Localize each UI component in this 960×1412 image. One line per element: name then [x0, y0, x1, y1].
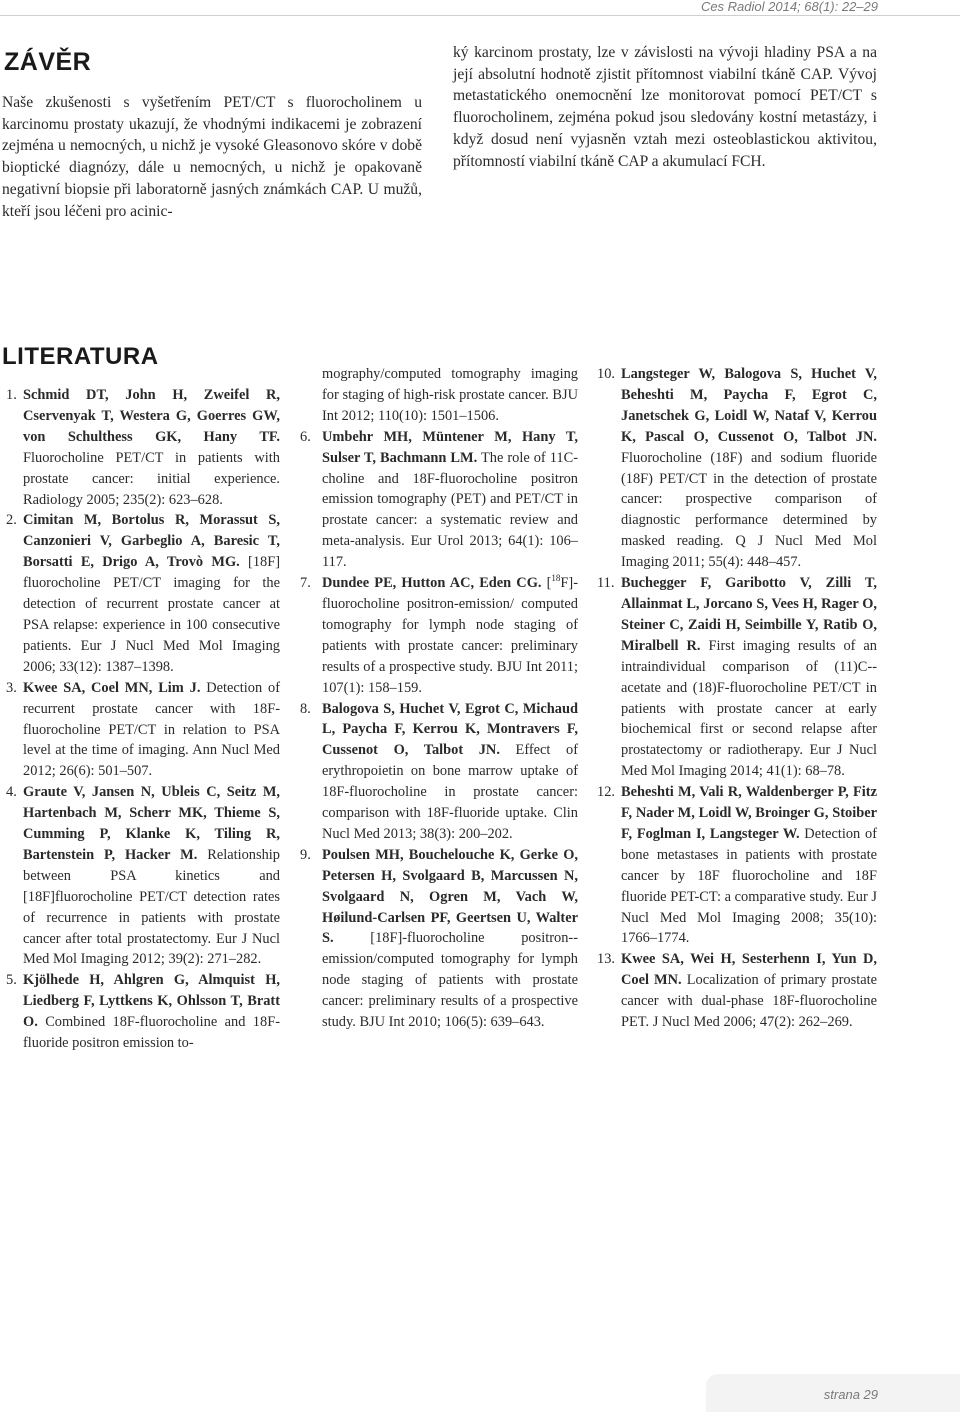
reference-item [0, 782, 280, 970]
reference-number: 8. [300, 700, 311, 717]
reference-authors: Kwee SA, Coel MN, Lim J. [23, 679, 201, 696]
conclusion-paragraph-col2: ký karcinom prostaty, lze v závislosti na vývoji hladiny PSA a na její absolutní hodnotě zjistit přítomnost viabilní tkáně CAP. Vývoj metastatického onemocnění lze monitorovat pomocí PET/CT s fluorocholinem, zejména pokud jsou sledovány kostní metastázy, i když dosud není vyjasněn vztah mezi osteoblastickou aktivitou, přítomností viabilní tkáně CAP a akumulací FCH. [453, 44, 877, 170]
reference-continuation [300, 364, 578, 427]
reference-number: 5. [6, 972, 17, 989]
reference-number: 11. [597, 575, 615, 592]
reference-number: 7. [300, 575, 311, 592]
references-column-2 [300, 364, 578, 1033]
reference-authors: Cimitan M, Bortolus R, Morassut S, Canzonieri V, Garbeglio A, Baresic T, Borsatti E, Drigo A, Trovò MG. [23, 512, 280, 571]
reference-number: 6. [300, 428, 311, 445]
reference-number: 4. [6, 784, 17, 801]
reference-item [300, 699, 578, 845]
reference-item [597, 782, 877, 949]
reference-text: mography/computed tomography imaging for staging of high-risk prostate cancer. BJU Int 2012; 110(10): 1501–1506. [322, 366, 578, 424]
reference-text-prefix: [ [541, 575, 552, 592]
reference-item [0, 678, 280, 783]
reference-text: Detection of recurrent prostate cancer with 18F-fluorocholine PET/CT in relation to PSA level at the time of imaging. Ann Nucl Med 2012; 26(6): 501–507. [23, 679, 281, 780]
reference-number: 3. [6, 679, 17, 696]
reference-item [300, 845, 578, 1033]
header-rule [0, 15, 960, 16]
isotope-superscript: 18 [551, 573, 561, 584]
conclusion-paragraph-col1: Naše zkušenosti s vyšetřením PET/CT s fluorocholinem u karcinomu prostaty ukazují, že vhodnými indikacemi je zobrazení zejména u nemocných, u nichž je vysoké Gleasonovo skóre v době bioptické diagnózy, dále u nemocných, u nichž je opakovaně negativní biopsie při laboratorně jasných známkách CAP. U mužů, kteří jsou léčeni pro acinic- [2, 94, 422, 220]
reference-item [0, 385, 280, 510]
reference-number: 12. [597, 784, 615, 801]
reference-authors: Dundee PE, Hutton AC, Eden CG. [322, 575, 542, 592]
reference-text: Fluorocholine (18F) and sodium fluoride (18F) PET/CT in the detection of prostate cancer: prospective comparison of diagnostic performance determined by masked reading. Q J Nucl Med Mol Imaging 2011; 55(4): 448–457. [621, 449, 877, 571]
reference-text: [18F]-fluorocholine positron--emission/computed tomography for lymph node staging of patients with prostate cancer: preliminary results of a prospective study. BJU Int 2010; 106(5): 639–643. [322, 930, 578, 1031]
reference-authors: Kjölhede H, Ahlgren G, Almquist H, Liedberg F, Lyttkens K, Ohlsson T, Bratt O. [23, 972, 280, 1031]
reference-authors: Poulsen MH, Bouchelouche K, Gerke O, Petersen H, Svolgaard B, Marcussen N, Svolgaard N, Ogren M, Vach W, Høilund-Carlsen PF, Geertsen U, Walter S. [322, 846, 578, 947]
reference-text: [18F] fluorocholine PET/CT imaging for the detection of recurrent prostate cancer at PSA relapse: experience in 100 consecutive patients. Eur J Nucl Med Mol Imaging 2006; 33(12): 1387–1398. [23, 554, 281, 675]
reference-text: Localization of primary prostate cancer with dual-phase 18F-fluorocholine PET. J Nucl Med 2006; 47(2): 262–269. [621, 972, 877, 1031]
reference-number: 13. [597, 951, 615, 968]
reference-number: 2. [6, 512, 17, 529]
reference-text: Combined 18F-fluorocholine and 18F-fluoride positron emission to- [23, 1014, 280, 1052]
reference-text: Fluorocholine PET/CT in patients with prostate cancer: initial experience. Radiology 2005; 235(2): 623–628. [23, 449, 280, 508]
references-column-1 [0, 385, 280, 1054]
page-number: strana 29 [823, 1387, 878, 1402]
reference-item [0, 510, 280, 677]
reference-item [597, 573, 877, 782]
reference-text: First imaging results of an intraindividual comparison of (11)C--acetate and (18)F-fluorocholine PET/CT in patients with prostate cancer at early biochemical first or second relapse after prostatectomy or radiotherapy. Eur J Nucl Med Mol Imaging 2014; 41(1): 68–78. [621, 637, 877, 780]
reference-text: The role of 11C-choline and 18F-fluorocholine positron emission tomography (PET) and PET/CT in prostate cancer: a systematic review and meta-analysis. Eur Urol 2013; 64(1): 106–117. [322, 449, 578, 571]
reference-authors: Umbehr MH, Müntener M, Hany T, Sulser T, Bachmann LM. [322, 428, 578, 466]
reference-text: F]-fluorocholine positron-emission/ computed tomography for lymph node staging of patients with prostate cancer: preliminary results of a prospective study. BJU Int 2011; 107(1): 158–159. [322, 575, 579, 696]
reference-authors: Beheshti M, Vali R, Waldenberger P, Fitz F, Nader M, Loidl W, Broinger G, Stoiber F, Foglman I, Langsteger W. [621, 784, 877, 842]
reference-item [597, 364, 877, 573]
journal-citation: Ces Radiol 2014; 68(1): 22–29 [700, 0, 878, 14]
reference-authors: Buchegger F, Garibotto V, Zilli T, Allainmat L, Jorcano S, Vees H, Rager O, Steiner C, Zaidi H, Seimbille Y, Ratib O, Miralbell R. [621, 575, 877, 654]
reference-item [597, 949, 877, 1033]
reference-authors: Langsteger W, Balogova S, Huchet V, Beheshti M, Paycha F, Egrot C, Janetschek G, Loidl W, Nataf V, Kerrou K, Pascal O, Cussenot O, Talbot JN. [621, 366, 877, 445]
reference-number: 9. [300, 846, 311, 863]
reference-text: Effect of erythropoietin on bone marrow uptake of 18F-fluorocholine in prostate cancer: comparison with 18F-fluoride uptake. Clin Nucl Med 2013; 38(3): 200–202. [322, 742, 578, 842]
reference-text: Detection of bone metastases in patients with prostate cancer by 18F fluorocholine and 18F fluoride PET-CT: a comparative study. Eur J Nucl Med Mol Imaging 2008; 35(10): 1766–1774. [621, 825, 877, 947]
reference-text: Relationship between PSA kinetics and [18F]fluorocholine PET/CT detection rates of recurrence in patients with prostate cancer after total prostatectomy. Eur J Nucl Med Mol Imaging 2012; 39(2): 271–282. [23, 846, 280, 968]
literature-heading: LITERATURA [2, 343, 159, 370]
reference-number: 1. [6, 387, 17, 403]
reference-item [300, 573, 578, 698]
conclusion-heading: ZÁVĚR [4, 48, 92, 76]
reference-item [0, 970, 280, 1054]
reference-authors: Graute V, Jansen N, Ubleis C, Seitz M, Hartenbach M, Scherr MK, Thieme S, Cumming P, Klanke K, Tiling R, Bartenstein P, Hacker M. [23, 784, 280, 863]
references-column-3 [597, 364, 877, 1033]
reference-item [300, 427, 578, 573]
reference-number: 10. [597, 366, 615, 382]
reference-authors: Balogova S, Huchet V, Egrot C, Michaud L, Paycha F, Kerrou K, Montravers F, Cussenot O, Talbot JN. [322, 700, 578, 759]
reference-authors: Kwee SA, Wei H, Sesterhenn I, Yun D, Coel MN. [621, 951, 877, 989]
reference-authors: Schmid DT, John H, Zweifel R, Cservenyak T, Westera G, Goerres GW, von Schulthess GK, Hany TF. [23, 387, 280, 445]
